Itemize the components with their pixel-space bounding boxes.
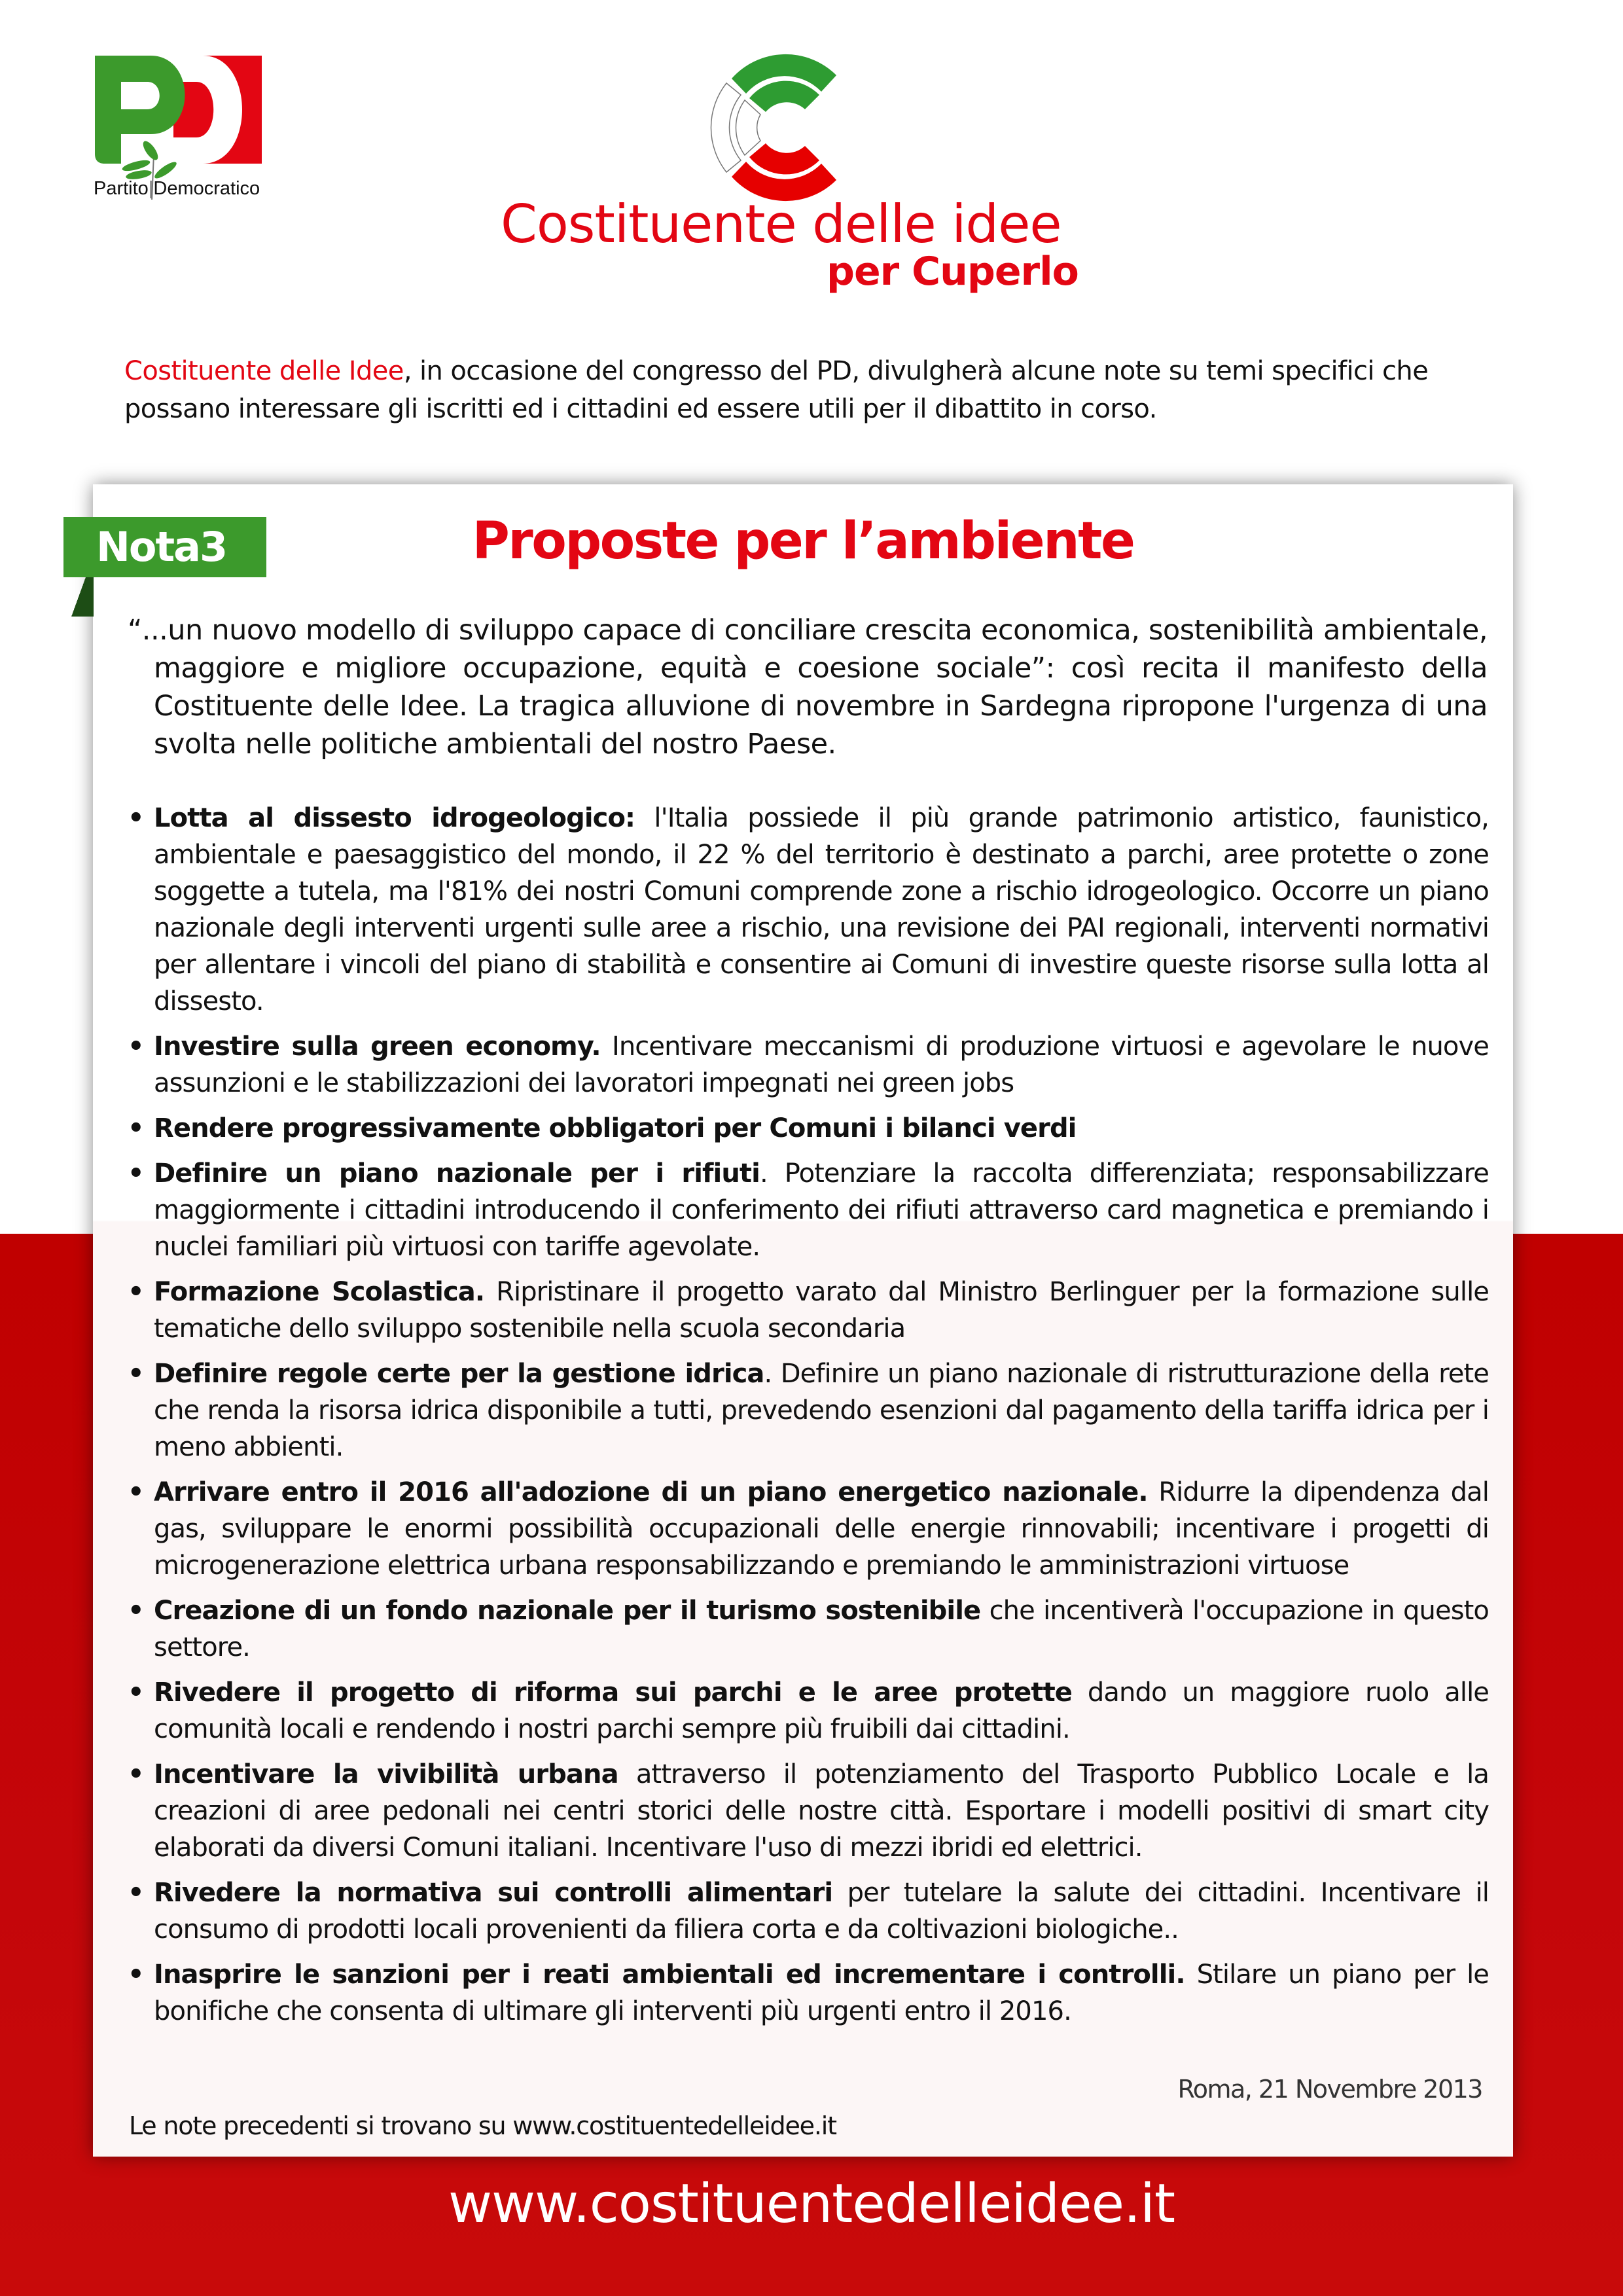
bullet-icon: • bbox=[128, 1359, 144, 1389]
proposal-list bbox=[128, 800, 1489, 2038]
previous-notes-footnote: Le note precedenti si trovano su www.costituentedelleidee.it bbox=[129, 2111, 836, 2140]
note-tag-ribbon: Nota3 bbox=[63, 517, 266, 577]
item-text: che incentiverà l'occupazione in questo settore. bbox=[154, 1596, 1489, 1662]
item-lead: Creazione di un fondo nazionale per il turismo sostenibile bbox=[154, 1596, 981, 1626]
bullet-icon: • bbox=[128, 1960, 144, 1990]
item-lead: Formazione Scolastica. bbox=[154, 1277, 485, 1307]
item-lead: Arrivare entro il 2016 all'adozione di un piano energetico nazionale. bbox=[154, 1477, 1148, 1507]
brand-title: Costituente delle idee bbox=[501, 194, 1061, 255]
pd-caption: Partito|Democratico bbox=[94, 178, 260, 199]
bullet-icon: • bbox=[128, 1031, 144, 1062]
item-text: Ripristinare il progetto varato dal Ministro Berlinguer per la formazione sulle tematiche dello sviluppo sostenibile nella scuola secondaria bbox=[154, 1277, 1489, 1344]
item-lead: Investire sulla green economy. bbox=[154, 1031, 601, 1062]
item-text: . Potenziare la raccolta differenziata; responsabilizzare maggiormente i cittadini introducendo il conferimento dei rifiuti attraverso card magnetica e premiando i nuclei familiari più virtuosi con tariffe agevolate. bbox=[154, 1158, 1489, 1262]
item-lead: Rendere progressivamente obbligatori per Comuni i bilanci verdi bbox=[154, 1113, 1077, 1143]
bullet-icon: • bbox=[128, 803, 144, 833]
list-item bbox=[128, 1674, 1489, 1748]
note-date: Roma, 21 Novembre 2013 bbox=[1177, 2075, 1482, 2104]
pd-caption-left: Partito bbox=[94, 178, 149, 199]
list-item bbox=[128, 1110, 1489, 1147]
list-item bbox=[128, 1274, 1489, 1347]
list-item bbox=[128, 800, 1489, 1020]
bullet-icon: • bbox=[128, 1477, 144, 1507]
brand-subtitle: per Cuperlo bbox=[827, 249, 1079, 295]
item-text: l'Italia possiede il più grande patrimonio artistico, faunistico, ambientale e paesaggistico del mondo, il 22 % del territorio è destinato a parchi, aree protette o zone soggette a tutela, ma l'81% dei nostri Comuni comprende zone a rischio idrogeologico. Occorre un piano nazionale degli interventi urgenti sulle aree a rischio, una revisione dei PAI regionali, interventi normativi per allentare i vincoli del piano di stabilità e consentire ai Comuni di investire queste risorse sulla lotta al dissesto. bbox=[154, 803, 1489, 1016]
manifesto-quote: “...un nuovo modello di sviluppo capace di conciliare crescita economica, sostenibilità ambientale, maggiore e migliore occupazione, equità e coesione sociale”: così recita il manifesto della Costituente delle Idee. La tragica alluvione di novembre in Sardegna ripropone l'urgenza di una svolta nelle politiche ambientali del nostro Paese. bbox=[128, 614, 1488, 761]
pd-letter-p bbox=[95, 56, 185, 164]
bullet-icon: • bbox=[128, 1759, 144, 1789]
intro-highlight: Costituente delle Idee bbox=[124, 356, 404, 386]
list-item bbox=[128, 1028, 1489, 1102]
item-text: Incentivare meccanismi di produzione virtuosi e agevolare le nuove assunzioni e le stabilizzazioni dei lavoratori impegnati nei green jobs bbox=[154, 1031, 1489, 1098]
item-text: dando un maggiore ruolo alle comunità locali e rendendo i nostri parchi sempre più fruibili dai cittadini. bbox=[154, 1677, 1489, 1744]
item-text: Ridurre la dipendenza dal gas, sviluppare le enormi possibilità occupazionali delle energie rinnovabili; incentivare i progetti di microgenerazione elettrica urbana responsabilizzando e premiando le amministrazioni virtuose bbox=[154, 1477, 1489, 1581]
item-text: Stilare un piano per le bonifiche che consenta di ultimare gli interventi più urgenti entro il 2016. bbox=[154, 1960, 1489, 2026]
item-lead: Rivedere il progetto di riforma sui parchi e le aree protette bbox=[154, 1677, 1073, 1708]
list-item bbox=[128, 1155, 1489, 1265]
bullet-icon: • bbox=[128, 1158, 144, 1189]
intro-text: , in occasione del congresso del PD, divulgherà alcune note su temi specifici che possano interessare gli iscritti ed i cittadini ed essere utili per il dibattito in corso. bbox=[124, 356, 1429, 424]
intro-paragraph bbox=[124, 352, 1486, 428]
item-text: . Definire un piano nazionale di ristrutturazione della rete che renda la risorsa idrica disponibile a tutti, prevedendo esenzioni dal pagamento della tariffa idrica per i meno abbienti. bbox=[154, 1359, 1489, 1462]
ribbon-fold bbox=[63, 577, 94, 617]
list-item bbox=[128, 1956, 1489, 2030]
tricolor-c-logo-icon bbox=[707, 52, 851, 203]
item-text: per tutelare la salute dei cittadini. Incentivare il consumo di prodotti locali provenienti da filiera corta e da coltivazioni biologiche.. bbox=[154, 1878, 1489, 1945]
bullet-icon: • bbox=[128, 1596, 144, 1626]
bullet-icon: • bbox=[128, 1113, 144, 1143]
bullet-icon: • bbox=[128, 1277, 144, 1307]
bullet-icon: • bbox=[128, 1677, 144, 1708]
pd-caption-right: Democratico bbox=[153, 178, 260, 199]
website-link[interactable]: www.costituentedelleidee.it bbox=[448, 2173, 1175, 2235]
item-lead: Rivedere la normativa sui controlli alimentari bbox=[154, 1878, 833, 1908]
list-item bbox=[128, 1874, 1489, 1948]
list-item bbox=[128, 1756, 1489, 1866]
note-title: Proposte per l’ambiente bbox=[472, 512, 1134, 571]
list-item bbox=[128, 1355, 1489, 1465]
list-item bbox=[128, 1592, 1489, 1666]
item-lead: Definire regole certe per la gestione idrica bbox=[154, 1359, 764, 1389]
item-text: attraverso il potenziamento del Trasporto Pubblico Locale e la creazioni di aree pedonali nei centri storici delle nostre città. Esportare i modelli positivi di smart city elaborati da diversi Comuni italiani. Incentivare l'uso di mezzi ibridi ed elettrici. bbox=[154, 1759, 1489, 1863]
item-lead: Definire un piano nazionale per i rifiuti bbox=[154, 1158, 760, 1189]
item-lead: Lotta al dissesto idrogeologico: bbox=[154, 803, 635, 833]
bullet-icon: • bbox=[128, 1878, 144, 1908]
item-lead: Inasprire le sanzioni per i reati ambientali ed incrementare i controlli. bbox=[154, 1960, 1185, 1990]
list-item bbox=[128, 1474, 1489, 1584]
item-lead: Incentivare la vivibilità urbana bbox=[154, 1759, 618, 1789]
